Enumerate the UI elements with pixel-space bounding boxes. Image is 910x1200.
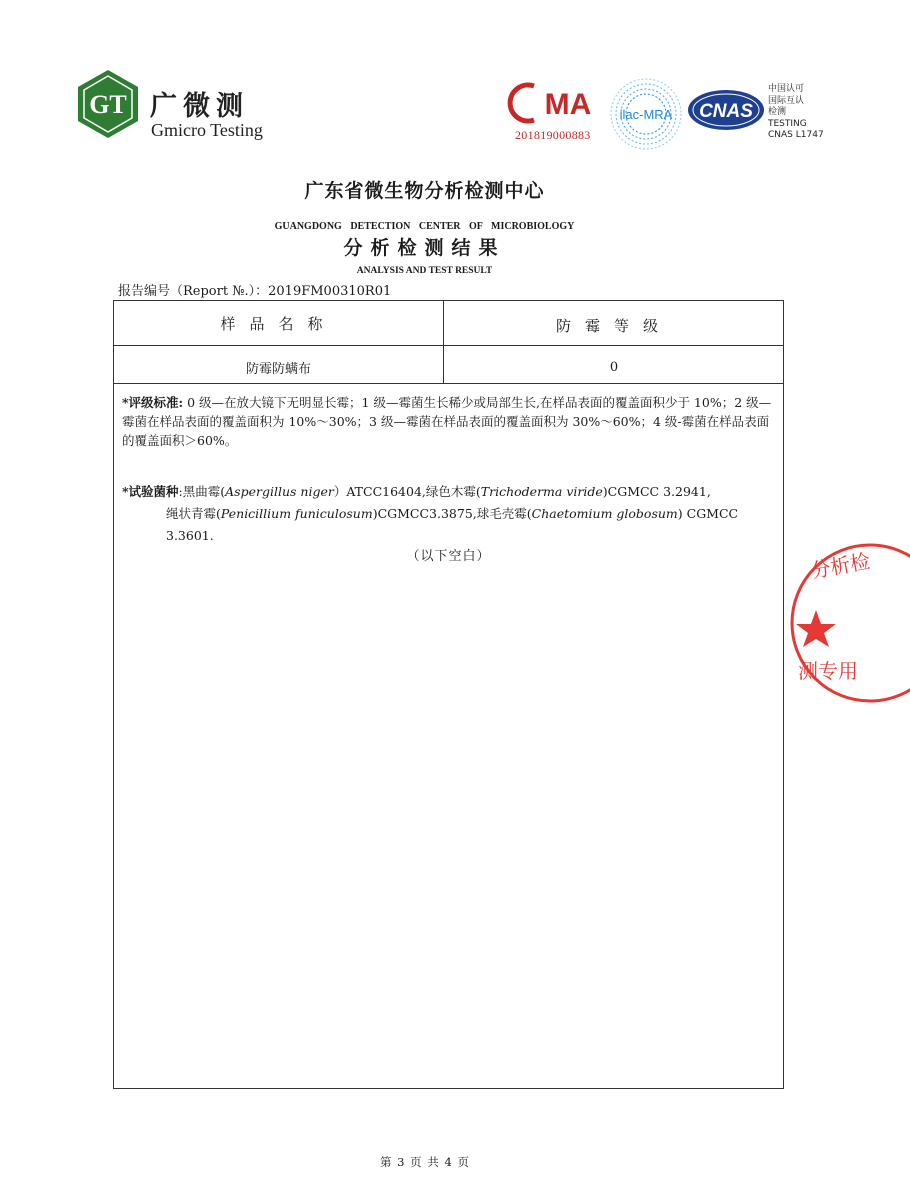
- row-divider: [114, 383, 783, 384]
- cert-line: TESTING: [768, 118, 807, 129]
- col-header-grade: 防霉等级: [555, 317, 672, 335]
- strain-1-cn: :黑曲霉(: [178, 484, 226, 499]
- doc-title-en: ANALYSIS AND TEST RESULT: [356, 266, 493, 276]
- criteria-label: *评级标准:: [122, 395, 184, 410]
- strain-3-code: )CGMCC3.3875,: [372, 506, 477, 521]
- doc-title-cn: 分析检测结果: [343, 237, 506, 259]
- strain-2-latin: Trichoderma viride: [480, 484, 603, 499]
- org-title-en: GUANGDONG DETECTION CENTER OF MICROBIOLOGY: [274, 221, 575, 232]
- seal-text-bottom: 测专用: [798, 659, 858, 683]
- row-divider: [114, 345, 783, 346]
- blank-note: （以下空白）: [406, 549, 491, 564]
- strain-4-latin: Chaetomium globosum: [531, 506, 678, 521]
- seal-text-top: 分析检: [808, 548, 872, 583]
- cert-line: 国际互认: [768, 95, 805, 106]
- page-number: 第 3 页 共 4 页: [380, 1155, 469, 1169]
- ilac-mra-icon: [608, 76, 684, 152]
- strains-label: *试验菌种: [122, 484, 179, 499]
- report-number-value: 2019FM00310R01: [268, 284, 392, 299]
- strain-4-cn: 球毛壳霉(: [476, 506, 532, 521]
- logo-name-cn: 广微测: [150, 91, 249, 122]
- sample-name: 防霉防螨布: [245, 362, 311, 377]
- rating-criteria: [122, 393, 775, 450]
- logo-name-en: Gmicro Testing: [151, 120, 263, 140]
- test-strains: [122, 481, 775, 547]
- cma-mark-icon: [520, 82, 600, 124]
- report-number: [118, 280, 391, 299]
- cnas-icon: [686, 88, 766, 132]
- cert-line: 检测: [768, 107, 787, 117]
- gmicro-logo-icon: [76, 68, 140, 140]
- cnas-mark-text: CNAS: [699, 101, 753, 122]
- criteria-text: 0 级—在放大镜下无明显长霉；1 级—霉菌生长稀少或局部生长,在样品表面的覆盖面积少于 10%；2 级—霉菌在样品表面的覆盖面积为 10%～30%；3 级—霉菌在样品表面的覆盖面积为 30%～60%；4 级-霉菌在样品表面的覆盖面积＞60%。: [122, 395, 772, 448]
- strains-line-2: [122, 503, 775, 547]
- grade-value: 0: [609, 360, 619, 375]
- strain-3-cn: 绳状青霉(: [166, 506, 221, 521]
- cert-line: 中国认可: [768, 84, 805, 94]
- official-seal-icon: [790, 538, 910, 708]
- ilac-mark-text: ilac-MRA: [619, 107, 673, 122]
- org-title-cn: 广东省微生物分析检测中心: [304, 180, 545, 202]
- strain-3-latin: Penicillium funiculosum: [220, 506, 373, 521]
- strain-1-latin: Aspergillus niger: [225, 484, 334, 499]
- result-table: [113, 300, 784, 1089]
- report-number-label: 报告编号（Report №.）：: [118, 284, 269, 299]
- logo-mark: GT: [89, 90, 127, 119]
- col-header-sample: 样品名称: [220, 315, 337, 333]
- cnas-cert-text: [768, 84, 824, 142]
- strain-1-code: ）ATCC16404,: [333, 484, 426, 499]
- strain-2-code: )CGMCC 3.2941,: [602, 484, 711, 499]
- cma-number: 201819000883: [515, 128, 591, 142]
- strain-4-code: ) CGMCC 3.3601.: [166, 506, 739, 543]
- cert-line: CNAS L1747: [768, 130, 824, 140]
- cma-mark-text: MA: [544, 88, 592, 121]
- strain-2-cn: 绿色木霉(: [425, 484, 481, 499]
